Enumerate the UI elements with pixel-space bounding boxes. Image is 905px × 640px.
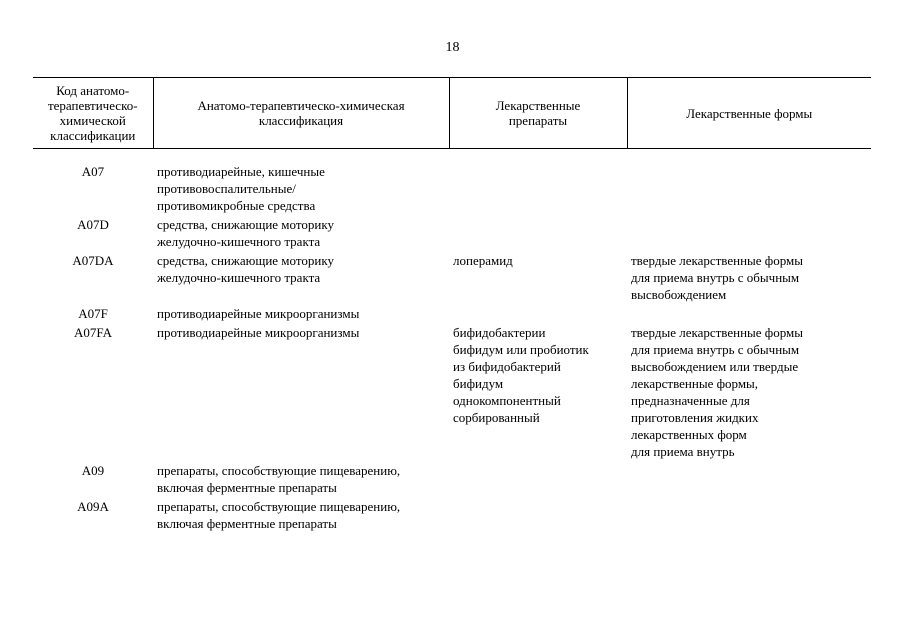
- table-row: [33, 462, 871, 498]
- dosage-forms: твердые лекарственные формы для приема внутрь с обычным высвобождением: [631, 253, 803, 302]
- atc-code: А07DA: [72, 253, 114, 268]
- header-drugs: Лекарственные препараты: [449, 78, 627, 149]
- drug-name: [449, 216, 627, 252]
- dosage-forms: [627, 216, 871, 252]
- classification-name: средства, снижающие моторику желудочно-кишечного тракта: [157, 253, 334, 285]
- table-row: [33, 324, 871, 462]
- atc-code: А07: [81, 164, 105, 179]
- drug-name: [449, 305, 627, 324]
- classification-name: противодиарейные микроорганизмы: [157, 325, 360, 340]
- table-row: [33, 305, 871, 324]
- classification-name: препараты, способствующие пищеварению, включая ферментные препараты: [157, 463, 401, 495]
- atc-code: А07F: [78, 306, 108, 321]
- dosage-forms: [627, 498, 871, 534]
- atc-code: А07D: [77, 217, 109, 232]
- header-row: [33, 78, 871, 149]
- table-row: [33, 498, 871, 534]
- dosage-forms: твердые лекарственные формы для приема внутрь с обычным высвобождением или твердые лекарственные формы, предназначенные для приготовления жидких лекарственных форм для приема внутрь: [631, 325, 803, 459]
- drug-name: бифидобактерии бифидум или пробиотик из бифидобактерий бифидум однокомпонентный сорбированный: [453, 325, 589, 425]
- table-row: [33, 149, 871, 217]
- drug-name: [449, 462, 627, 498]
- header-code: Код анатомо- терапевтическо- химической классификации: [33, 78, 153, 149]
- classification-name: средства, снижающие моторику желудочно-кишечного тракта: [157, 217, 334, 249]
- atc-classification-table: [33, 77, 871, 534]
- table-header: [33, 78, 871, 149]
- drug-name: [449, 149, 627, 217]
- classification-name: противодиарейные, кишечные противовоспалительные/ противомикробные средства: [157, 164, 325, 213]
- dosage-forms: [627, 305, 871, 324]
- header-classification: Анатомо-терапевтическо-химическая классификация: [153, 78, 449, 149]
- atc-code: А09: [81, 463, 105, 478]
- classification-name: препараты, способствующие пищеварению, включая ферментные препараты: [157, 499, 401, 531]
- table-row: [33, 216, 871, 252]
- table-body: [33, 149, 871, 535]
- atc-code: А09А: [77, 499, 109, 514]
- atc-code: А07FA: [73, 325, 113, 340]
- page-number: 18: [445, 40, 460, 55]
- header-forms: Лекарственные формы: [627, 78, 871, 149]
- table-row: [33, 252, 871, 305]
- dosage-forms: [627, 149, 871, 217]
- dosage-forms: [627, 462, 871, 498]
- classification-name: противодиарейные микроорганизмы: [157, 306, 360, 321]
- drug-name: [449, 498, 627, 534]
- drug-name: лоперамид: [453, 253, 513, 268]
